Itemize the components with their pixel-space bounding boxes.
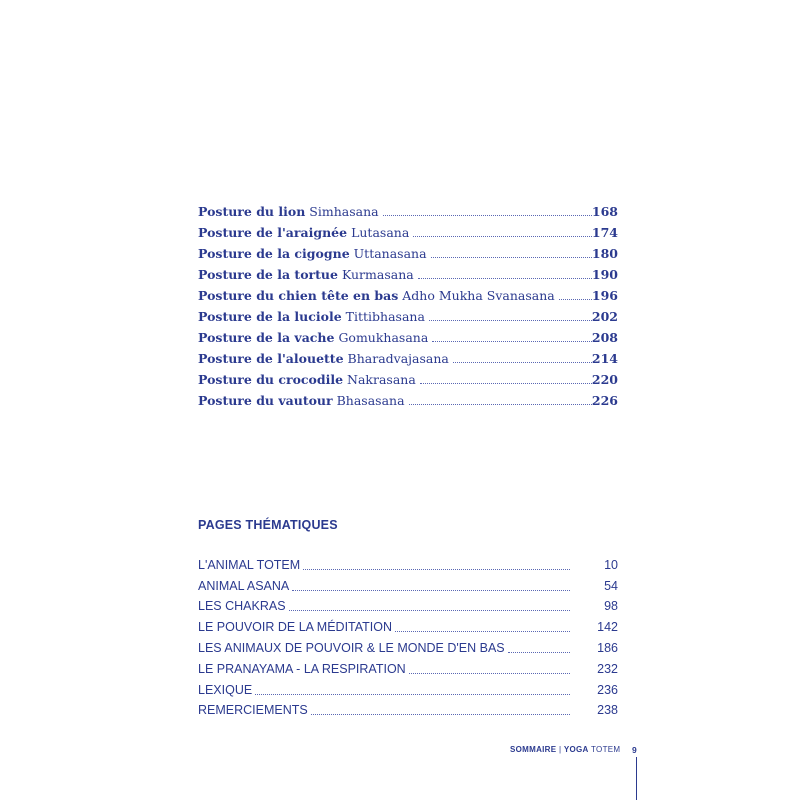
posture-name: Posture du lion: [198, 204, 306, 219]
posture-sanskrit: Kurmasana: [341, 267, 414, 282]
thematic-page-number: 236: [597, 682, 618, 697]
thematic-page-number: 142: [597, 620, 618, 635]
toc-entry-title: [198, 204, 383, 219]
thematic-toc: [198, 552, 618, 718]
page-number: 9: [632, 745, 637, 755]
posture-name: Posture du vautour: [198, 393, 333, 408]
thematic-row: [198, 594, 618, 615]
dot-leader: [453, 362, 592, 363]
toc-page-number: 174: [591, 225, 618, 240]
toc-page-number: 196: [591, 288, 618, 303]
dot-leader: [395, 631, 570, 632]
thematic-entry-title: LES CHAKRAS: [198, 599, 286, 614]
posture-sanskrit: Bhasasana: [336, 393, 405, 408]
thematic-entry-title: L'ANIMAL TOTEM: [198, 557, 301, 572]
dot-leader: [429, 320, 592, 321]
thematic-row: [198, 698, 618, 719]
toc-entry-title: [198, 351, 453, 366]
posture-sanskrit: Adho Mukha Svanasana: [402, 288, 555, 303]
thematic-row: [198, 656, 618, 677]
posture-sanskrit: Simhasana: [309, 204, 379, 219]
toc-row: [198, 324, 618, 345]
posture-name: Posture de la luciole: [198, 309, 342, 324]
posture-sanskrit: Nakrasana: [347, 372, 416, 387]
posture-sanskrit: Gomukhasana: [338, 330, 429, 345]
posture-name: Posture de la vache: [198, 330, 335, 345]
thematic-row: [198, 573, 618, 594]
thematic-page-number: 98: [604, 599, 618, 614]
dot-leader: [432, 341, 592, 342]
dot-leader: [420, 383, 592, 384]
thematic-page-number: 54: [604, 578, 618, 593]
dot-leader: [409, 404, 592, 405]
toc-page-number: 214: [591, 351, 618, 366]
toc-entry-title: [198, 267, 418, 282]
posture-name: Posture du crocodile: [198, 372, 344, 387]
dot-leader: [303, 569, 570, 570]
dot-leader: [383, 215, 592, 216]
dot-leader: [409, 673, 570, 674]
posture-name: Posture de la cigogne: [198, 246, 350, 261]
toc-row: [198, 198, 618, 219]
dot-leader: [431, 257, 592, 258]
footer-book-light: TOTEM: [591, 745, 621, 754]
margin-rule: [636, 757, 637, 800]
toc-row: [198, 387, 618, 408]
thematic-page-number: 186: [597, 640, 618, 655]
thematic-pages-heading: PAGES THÉMATIQUES: [198, 518, 338, 532]
toc-entry-title: [198, 372, 420, 387]
thematic-entry-title: ANIMAL ASANA: [198, 578, 290, 593]
toc-row: [198, 366, 618, 387]
thematic-entry-title: LEXIQUE: [198, 682, 253, 697]
thematic-page-number: 10: [604, 557, 618, 572]
posture-name: Posture du chien tête en bas: [198, 288, 399, 303]
posture-sanskrit: Bharadvajasana: [347, 351, 449, 366]
toc-entry-title: [198, 309, 429, 324]
thematic-row: [198, 635, 618, 656]
thematic-row: [198, 552, 618, 573]
toc-entry-title: [198, 330, 432, 345]
toc-row: [198, 261, 618, 282]
toc-page-number: 202: [591, 309, 618, 324]
posture-name: Posture de l'araignée: [198, 225, 348, 240]
footer-section: SOMMAIRE: [510, 745, 557, 754]
toc-page-number: 226: [591, 393, 618, 408]
running-footer: [510, 745, 620, 754]
toc-page-number: 180: [591, 246, 618, 261]
toc-entry-title: [198, 225, 413, 240]
thematic-entry-title: REMERCIEMENTS: [198, 703, 308, 718]
dot-leader: [559, 299, 592, 300]
posture-sanskrit: Uttanasana: [353, 246, 427, 261]
posture-sanskrit: Lutasana: [351, 225, 410, 240]
toc-entry-title: [198, 288, 559, 303]
dot-leader: [289, 610, 570, 611]
posture-sanskrit: Tittibhasana: [345, 309, 425, 324]
toc-page-number: 208: [591, 330, 618, 345]
posture-name: Posture de la tortue: [198, 267, 338, 282]
thematic-entry-title: LE PRANAYAMA - LA RESPIRATION: [198, 661, 406, 676]
thematic-page-number: 232: [597, 661, 618, 676]
toc-page-number: 220: [591, 372, 618, 387]
footer-book-bold: YOGA: [563, 745, 589, 754]
toc-row: [198, 282, 618, 303]
thematic-row: [198, 677, 618, 698]
thematic-row: [198, 614, 618, 635]
toc-entry-title: [198, 246, 431, 261]
dot-leader: [413, 236, 592, 237]
dot-leader: [508, 652, 570, 653]
footer-separator: |: [558, 745, 562, 754]
thematic-page-number: 238: [597, 703, 618, 718]
dot-leader: [292, 590, 570, 591]
posture-name: Posture de l'alouette: [198, 351, 344, 366]
toc-page-number: 168: [591, 204, 618, 219]
dot-leader: [418, 278, 592, 279]
thematic-entry-title: LE POUVOIR DE LA MÉDITATION: [198, 620, 393, 635]
dot-leader: [255, 694, 570, 695]
toc-entry-title: [198, 393, 409, 408]
toc-row: [198, 303, 618, 324]
posture-toc: [198, 198, 618, 408]
toc-page-number: 190: [591, 267, 618, 282]
thematic-entry-title: LES ANIMAUX DE POUVOIR & LE MONDE D'EN BAS: [198, 640, 505, 655]
toc-row: [198, 240, 618, 261]
dot-leader: [311, 714, 570, 715]
toc-row: [198, 345, 618, 366]
toc-row: [198, 219, 618, 240]
